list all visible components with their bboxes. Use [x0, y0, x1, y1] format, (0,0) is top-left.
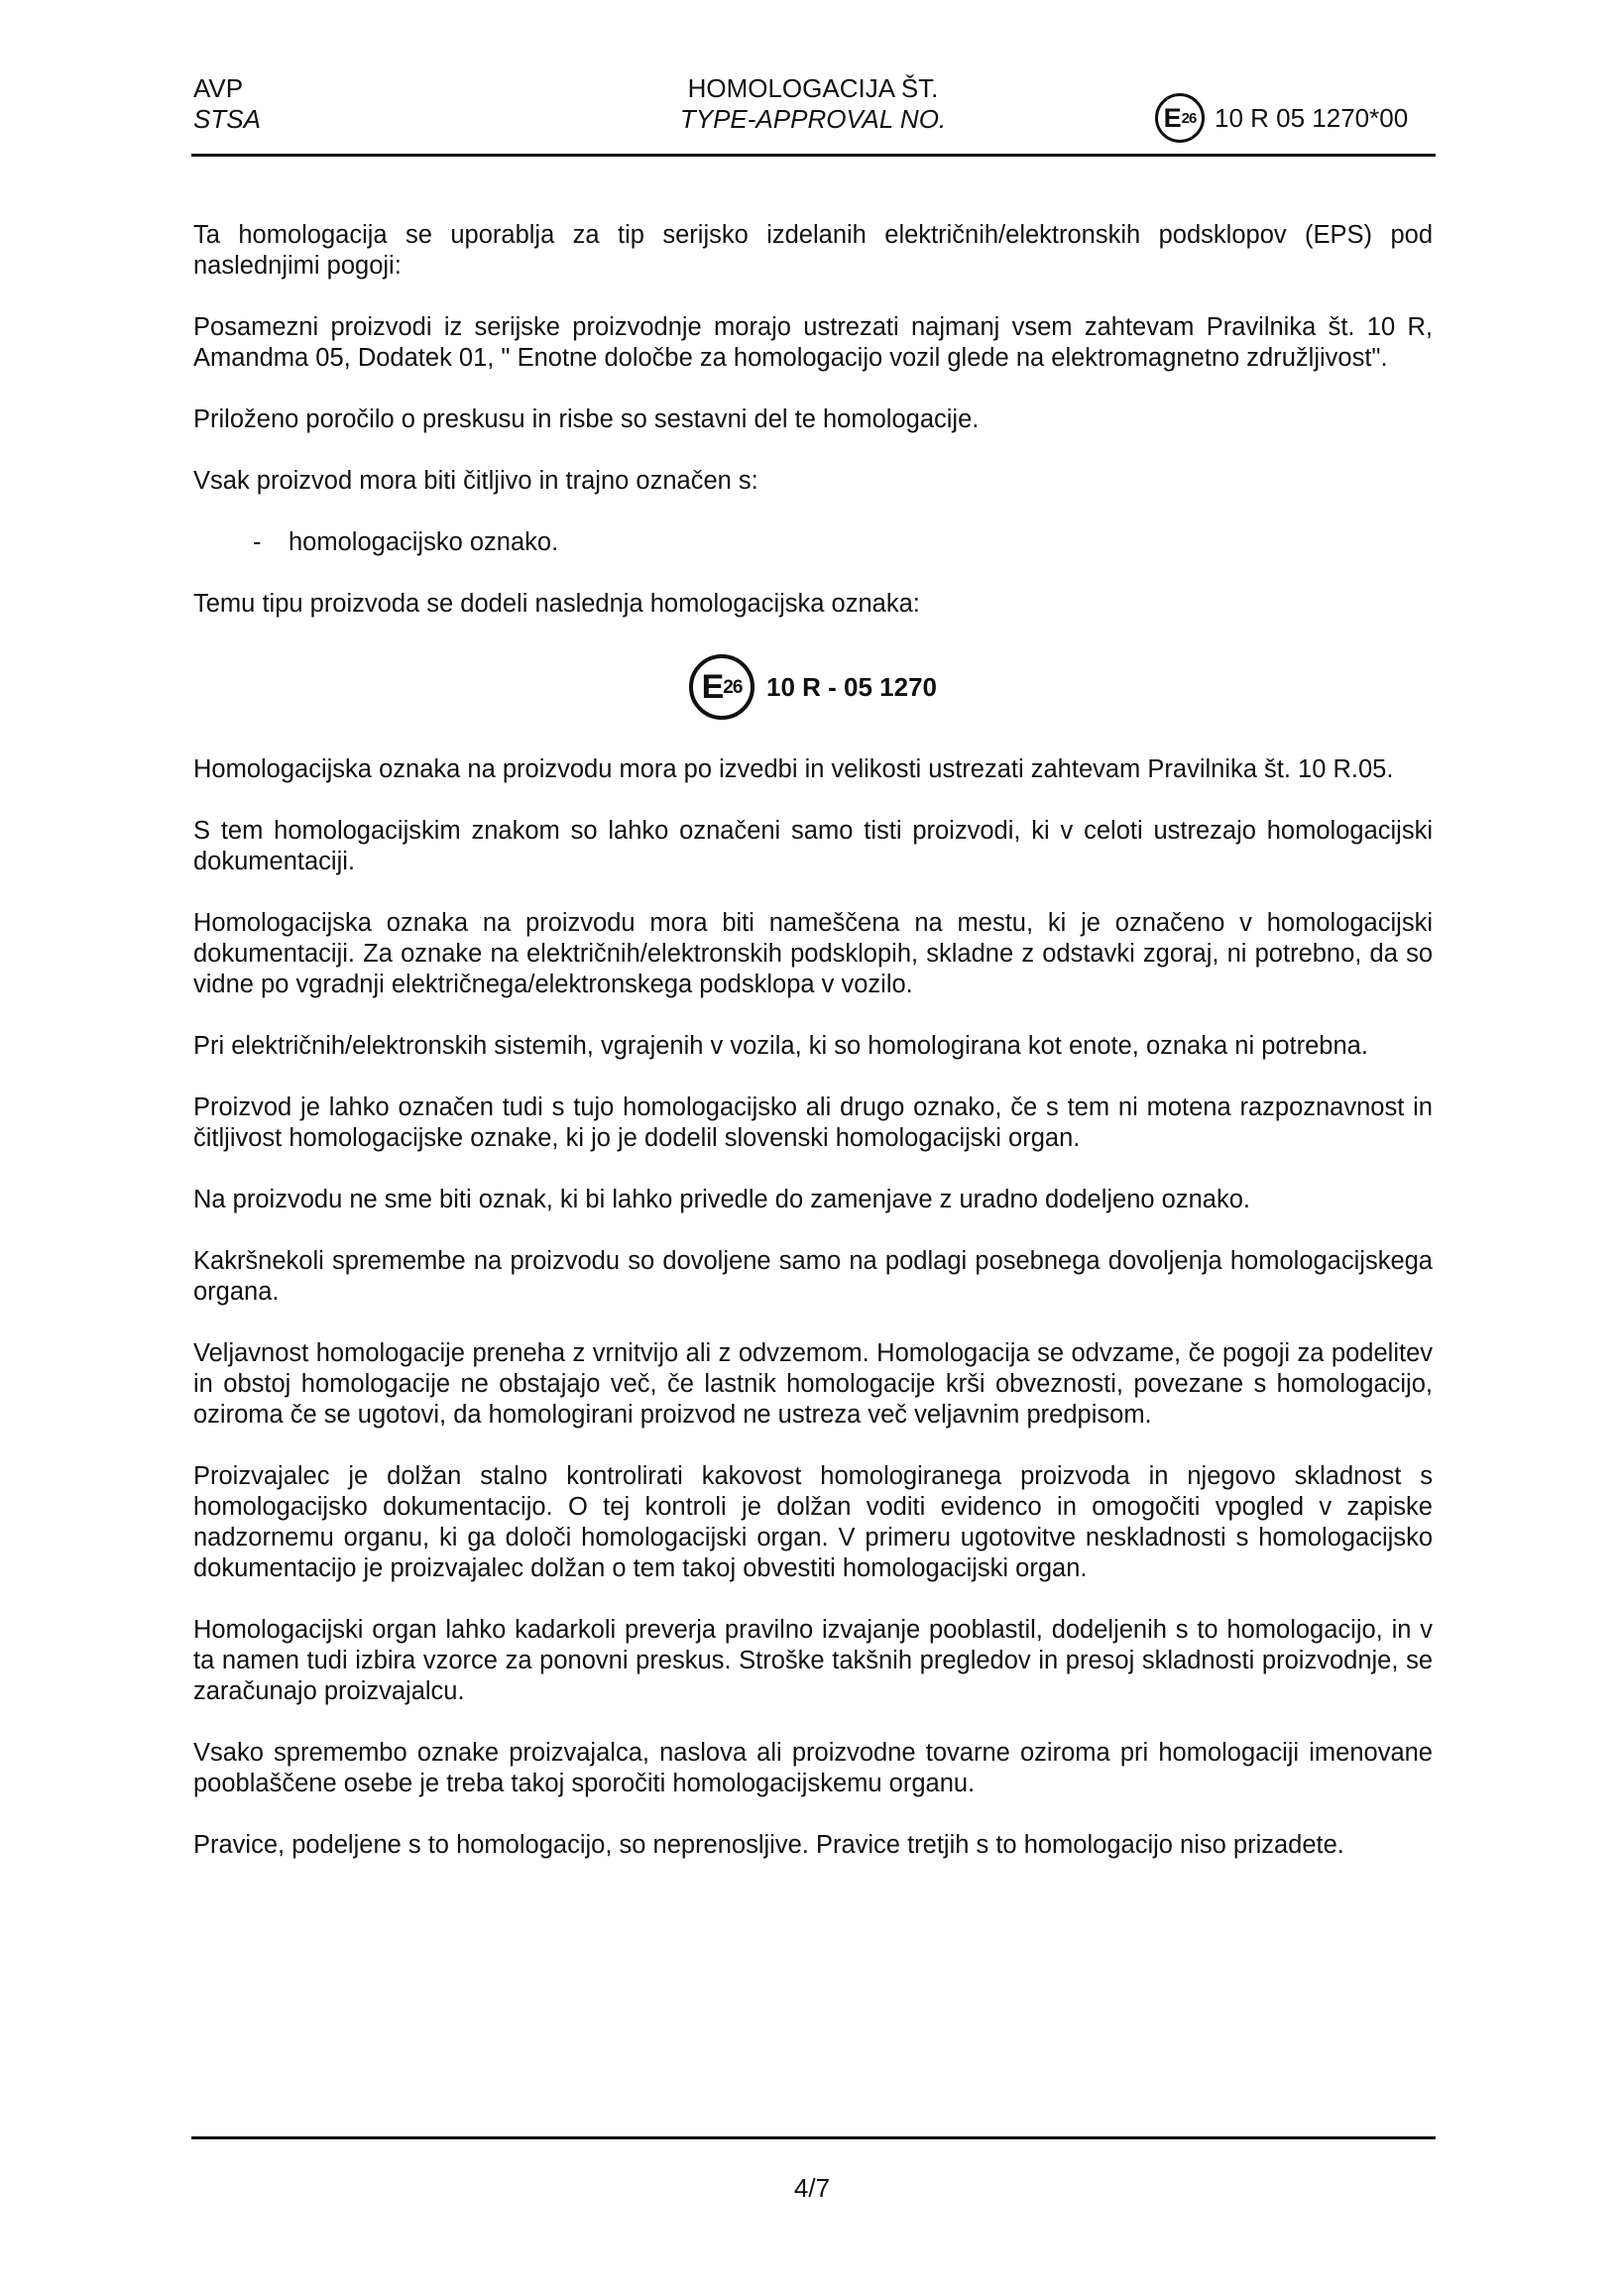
document-body: [193, 220, 1433, 1892]
footer-divider: [191, 2136, 1436, 2139]
paragraph: Homologacijski organ lahko kadarkoli preverja pravilno izvajanje pooblastil, dodeljenih s to homologacijo, in v ta namen tudi izbira vzorce za ponovni preskus. Stroške takšnih pregledov in presoj skladnosti proizvodnje, se zaračunajo proizvajalcu.: [193, 1616, 1433, 1705]
paragraph: S tem homologacijskim znakom so lahko označeni samo tisti proizvodi, ki v celoti ustrezajo homologacijski dokumentaciji.: [193, 817, 1433, 875]
paragraph: Proizvajalec je dolžan stalno kontrolirati kakovost homologiranega proizvoda in njegovo skladnost s homologacijsko dokumentacijo. O tej kontroli je dolžan voditi evidenco in omogočiti vpogled v zapiske nadzornemu organu, ki ga določi homologacijski organ. V primeru ugotovitve neskladnosti s homologacijsko dokumentacijo je proizvajalec dolžan o tem takoj obvestiti homologacijski organ.: [193, 1462, 1433, 1582]
page-number: 4/7: [793, 2173, 831, 2203]
header-avp: AVP: [193, 73, 244, 103]
paragraph: Priloženo poročilo o preskusu in risbe so sestavni del te homologacije.: [193, 405, 980, 433]
header-title-english: TYPE-APPROVAL NO.: [679, 104, 947, 134]
paragraph: Ta homologacija se uporablja za tip serijsko izdelanih električnih/elektronskih podsklopov (EPS) pod naslednjimi pogoji:: [193, 221, 1433, 280]
paragraph: Vsako spremembo oznake proizvajalca, naslova ali proizvodne tovarne oziroma pri homologaciji imenovane pooblaščene osebe je treba takoj sporočiti homologacijskemu organu.: [193, 1739, 1433, 1797]
header-approval: [1155, 90, 1408, 146]
approval-mark: [193, 650, 1433, 724]
header-divider: [191, 154, 1436, 157]
header-title-slovene: HOMOLOGACIJA ŠT.: [687, 73, 939, 103]
paragraph: Pravice, podeljene s to homologacijo, so neprenosljive. Pravice tretjih s to homologacijo niso prizadete.: [193, 1831, 1344, 1859]
e-mark-icon: E 26: [1155, 93, 1205, 143]
paragraph: Pri električnih/elektronskih sistemih, vgrajenih v vozila, ki so homologirana kot enote, oznaka ni potrebna.: [193, 1032, 1368, 1060]
list-item: - homologacijsko oznako.: [253, 528, 559, 556]
paragraph: Posamezni proizvodi iz serijske proizvodnje morajo ustrezati najmanj vsem zahtevam Pravilnika št. 10 R, Amandma 05, Dodatek 01, " Enotne določbe za homologacijo vozil glede na elektromagnetno združljivost".: [193, 313, 1433, 372]
paragraph: Homologacijska oznaka na proizvodu mora po izvedbi in velikosti ustrezati zahtevam Pravilnika št. 10 R.05.: [193, 755, 1394, 783]
e-mark-icon: E 26: [689, 654, 754, 720]
paragraph: Proizvod je lahko označen tudi s tujo homologacijsko ali drugo oznako, če s tem ni motena razpoznavnost in čitljivost homologacijske oznake, ki jo je dodelil slovenski homologacijski organ.: [193, 1093, 1433, 1152]
approval-mark-number: 10 R - 05 1270: [765, 671, 937, 702]
paragraph: Vsak proizvod mora biti čitljivo in trajno označen s:: [193, 467, 758, 495]
header-authority: [193, 73, 261, 135]
paragraph: Temu tipu proizvoda se dodeli naslednja homologacijska oznaka:: [193, 590, 920, 618]
header-title: [555, 73, 1071, 135]
header-approval-number: 10 R 05 1270*00: [1215, 102, 1409, 133]
paragraph: Veljavnost homologacije preneha z vrnitvijo ali z odvzemom. Homologacija se odvzame, če pogoji za podelitev in obstoj homologacije ne obstajajo več, če lastnik homologacije krši obveznosti, povezane s homologacijo, oziroma če se ugotovi, da homologirani proizvod ne ustreza več veljavnim predpisom.: [193, 1339, 1433, 1429]
list-item-text: homologacijsko oznako.: [289, 528, 559, 556]
paragraph: Homologacijska oznaka na proizvodu mora biti nameščena na mestu, ki je označeno v homologacijski dokumentaciji. Za oznake na električnih/elektronskih podsklopih, skladne z odstavki zgoraj, ni potrebno, da so vidne po vgradnji električnega/elektronskega podsklopa v vozilo.: [193, 909, 1433, 998]
header-stsa: STSA: [193, 104, 261, 134]
paragraph: Na proizvodu ne sme biti oznak, ki bi lahko privedle do zamenjave z uradno dodeljeno oznako.: [193, 1186, 1250, 1213]
paragraph: Kakršnekoli spremembe na proizvodu so dovoljene samo na podlagi posebnega dovoljenja homologacijskega organa.: [193, 1247, 1433, 1306]
